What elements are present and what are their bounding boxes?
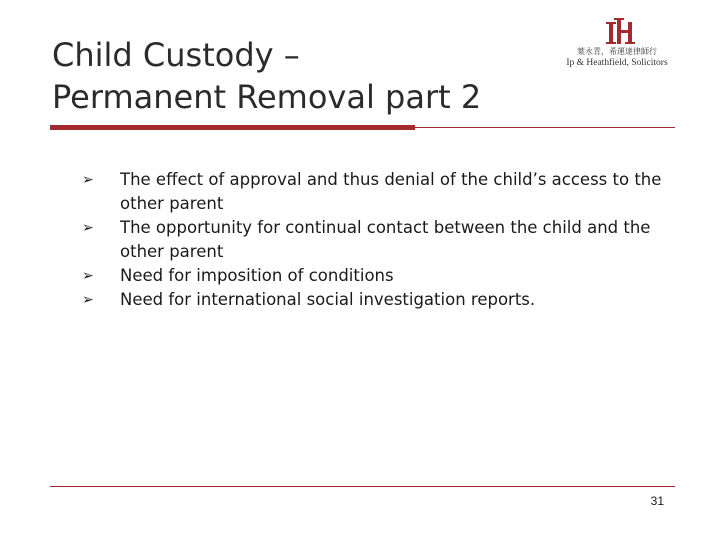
bullet-text: The effect of approval and thus denial of the child’s access to the other parent xyxy=(120,170,662,213)
bullet-item xyxy=(80,168,680,216)
ih-monogram-icon xyxy=(601,16,641,46)
bullet-list xyxy=(80,168,680,312)
bullet-item xyxy=(80,288,680,312)
arrow-bullet-icon: ➢ xyxy=(82,172,94,188)
bullet-item xyxy=(80,216,680,264)
title-divider-thick xyxy=(50,125,415,130)
bullet-item xyxy=(80,264,680,288)
slide-title-line-2: Permanent Removal part 2 xyxy=(52,78,482,116)
bullet-text: Need for international social investigation reports. xyxy=(120,290,536,309)
footer-divider xyxy=(50,486,675,487)
page-number: 31 xyxy=(650,494,664,508)
slide-title xyxy=(52,34,532,118)
arrow-bullet-icon: ➢ xyxy=(82,292,94,308)
slide-title-line-1: Child Custody – xyxy=(52,36,300,74)
bullet-text: The opportunity for continual contact between the child and the other parent xyxy=(120,218,651,261)
firm-name-chinese: 葉永青，希運達律師行 xyxy=(577,47,657,56)
arrow-bullet-icon: ➢ xyxy=(82,268,94,284)
arrow-bullet-icon: ➢ xyxy=(82,220,94,236)
title-divider-thin xyxy=(415,127,675,128)
bullet-text: Need for imposition of conditions xyxy=(120,266,394,285)
firm-name-english: Ip & Heathfield, Solicitors xyxy=(566,58,668,68)
